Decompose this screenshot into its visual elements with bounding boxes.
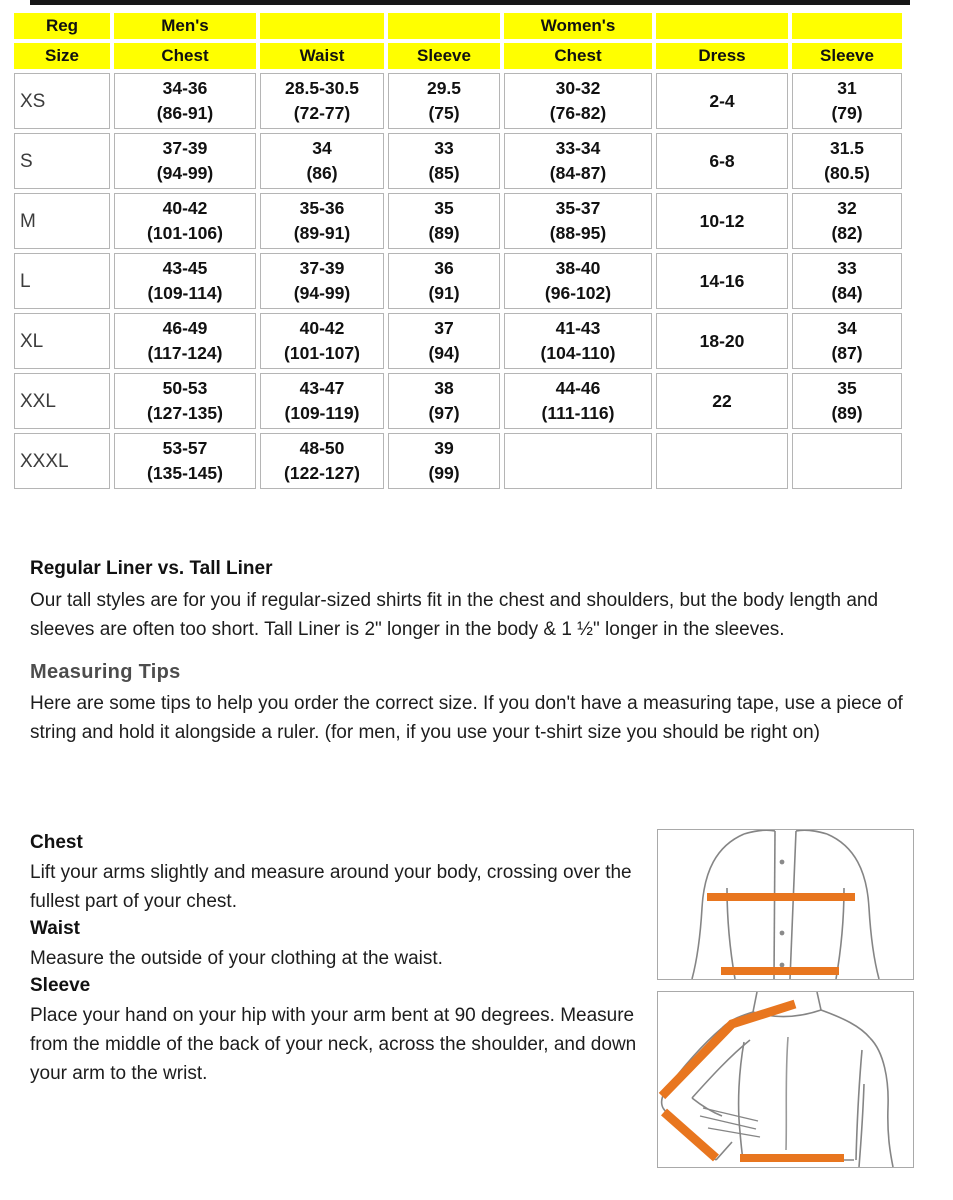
womens-sleeve-cell: 32 (82)	[792, 193, 902, 249]
womens-chest-cell: 33-34 (84-87)	[504, 133, 652, 189]
size-label: L	[14, 253, 110, 309]
header-womens-dress: Dress	[656, 43, 788, 69]
mens-chest-cell: 53-57 (135-145)	[114, 433, 256, 489]
measuring-tips-heading: Measuring Tips	[30, 661, 181, 683]
header-size: Size	[14, 43, 110, 69]
table-row-l	[14, 253, 902, 309]
mens-waist-cell: 34 (86)	[260, 133, 384, 189]
cropped-top-border	[30, 0, 910, 5]
womens-chest-cell: 30-32 (76-82)	[504, 73, 652, 129]
header-mens-waist: Waist	[260, 43, 384, 69]
header-blank	[792, 13, 902, 39]
header-mens-sleeve: Sleeve	[388, 43, 500, 69]
mens-waist-cell: 40-42 (101-107)	[260, 313, 384, 369]
header-row-columns	[14, 43, 902, 69]
waist-heading: Waist	[30, 918, 80, 939]
header-reg: Reg	[14, 13, 110, 39]
mens-chest-cell: 46-49 (117-124)	[114, 313, 256, 369]
waist-measure-line	[721, 967, 839, 975]
chest-paragraph: Lift your arms slightly and measure around your body, crossing over the fullest part of your chest.	[30, 862, 632, 912]
shirt-back-illustration	[658, 830, 913, 979]
mens-sleeve-cell: 29.5 (75)	[388, 73, 500, 129]
size-label: XXXL	[14, 433, 110, 489]
chest-heading: Chest	[30, 832, 83, 853]
size-label: S	[14, 133, 110, 189]
womens-chest-cell: 44-46 (111-116)	[504, 373, 652, 429]
womens-sleeve-cell: 35 (89)	[792, 373, 902, 429]
mens-chest-cell: 40-42 (101-106)	[114, 193, 256, 249]
womens-chest-cell: 41-43 (104-110)	[504, 313, 652, 369]
header-womens-chest: Chest	[504, 43, 652, 69]
dress-cell: 14-16	[656, 253, 788, 309]
sleeve-measure-line	[662, 1004, 795, 1158]
size-label: XXL	[14, 373, 110, 429]
womens-chest-cell	[504, 433, 652, 489]
hem-measure-line	[740, 1154, 844, 1162]
bent-arm-shirt-illustration	[658, 992, 913, 1167]
mens-waist-cell: 48-50 (122-127)	[260, 433, 384, 489]
size-chart-table	[10, 9, 906, 493]
table-row-s	[14, 133, 902, 189]
womens-chest-cell: 35-37 (88-95)	[504, 193, 652, 249]
chest-waist-measure-figure	[657, 829, 914, 980]
sleeve-paragraph: Place your hand on your hip with your arm bent at 90 degrees. Measure from the middle of the back of your neck, across the shoulder, and down your arm to the wrist.	[30, 1005, 637, 1084]
table-row-xxl	[14, 373, 902, 429]
mens-sleeve-cell: 38 (97)	[388, 373, 500, 429]
womens-sleeve-cell: 31.5 (80.5)	[792, 133, 902, 189]
mens-sleeve-cell: 36 (91)	[388, 253, 500, 309]
liner-paragraph: Our tall styles are for you if regular-sized shirts fit in the chest and shoulders, but the body length and sleeves are often too short. Tall Liner is 2" longer in the body & 1 ½" longer in the sleeves.	[30, 590, 879, 640]
size-label: XL	[14, 313, 110, 369]
mens-chest-cell: 37-39 (94-99)	[114, 133, 256, 189]
sleeve-heading: Sleeve	[30, 975, 91, 996]
mens-waist-cell: 28.5-30.5 (72-77)	[260, 73, 384, 129]
header-womens-sleeve: Sleeve	[792, 43, 902, 69]
header-blank	[656, 13, 788, 39]
dress-cell: 18-20	[656, 313, 788, 369]
mens-sleeve-cell: 37 (94)	[388, 313, 500, 369]
measuring-tips-paragraph: Here are some tips to help you order the correct size. If you don't have a measuring tape, use a piece of string and hold it alongside a ruler. (for men, if you use your t-shirt size you should be right on)	[30, 693, 903, 743]
size-label: M	[14, 193, 110, 249]
sleeve-measure-figure	[657, 991, 914, 1168]
dress-cell	[656, 433, 788, 489]
measure-instructions-column	[30, 830, 662, 1088]
mens-chest-cell: 34-36 (86-91)	[114, 73, 256, 129]
table-row-xl	[14, 313, 902, 369]
header-blank	[260, 13, 384, 39]
dress-cell: 6-8	[656, 133, 788, 189]
header-blank	[388, 13, 500, 39]
header-mens: Men's	[114, 13, 256, 39]
chest-measure-line	[707, 893, 855, 901]
header-womens: Women's	[504, 13, 652, 39]
info-text-column	[30, 556, 938, 747]
header-row-group	[14, 13, 902, 39]
waist-paragraph: Measure the outside of your clothing at the waist.	[30, 948, 443, 969]
mens-chest-cell: 43-45 (109-114)	[114, 253, 256, 309]
mens-sleeve-cell: 39 (99)	[388, 433, 500, 489]
liner-heading: Regular Liner vs. Tall Liner	[30, 558, 273, 579]
mens-sleeve-cell: 35 (89)	[388, 193, 500, 249]
mens-waist-cell: 43-47 (109-119)	[260, 373, 384, 429]
womens-sleeve-cell	[792, 433, 902, 489]
mens-sleeve-cell: 33 (85)	[388, 133, 500, 189]
mens-waist-cell: 35-36 (89-91)	[260, 193, 384, 249]
dress-cell: 2-4	[656, 73, 788, 129]
header-mens-chest: Chest	[114, 43, 256, 69]
dress-cell: 22	[656, 373, 788, 429]
dress-cell: 10-12	[656, 193, 788, 249]
table-row-xs	[14, 73, 902, 129]
mens-chest-cell: 50-53 (127-135)	[114, 373, 256, 429]
shirt-buttons	[780, 860, 785, 968]
womens-sleeve-cell: 34 (87)	[792, 313, 902, 369]
mens-waist-cell: 37-39 (94-99)	[260, 253, 384, 309]
womens-chest-cell: 38-40 (96-102)	[504, 253, 652, 309]
size-label: XS	[14, 73, 110, 129]
table-row-m	[14, 193, 902, 249]
womens-sleeve-cell: 33 (84)	[792, 253, 902, 309]
womens-sleeve-cell: 31 (79)	[792, 73, 902, 129]
table-row-xxxl	[14, 433, 902, 489]
